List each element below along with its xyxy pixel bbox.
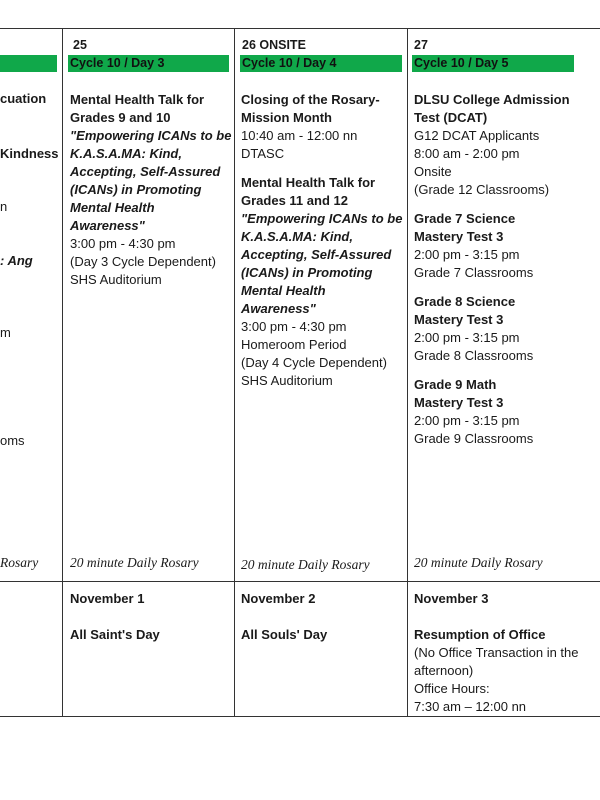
date-label: November 3: [414, 591, 489, 606]
day-cell-nov-1: [70, 590, 232, 644]
event-detail: 2:00 pm - 3:15 pm: [414, 247, 520, 262]
date-label: November 2: [241, 591, 316, 606]
daily-rosary-note: 20 minute Daily Rosary: [241, 557, 370, 572]
event-detail: 8:00 am - 2:00 pm: [414, 146, 520, 161]
event-title: All Saint's Day: [70, 627, 160, 642]
event-subtitle: "Empowering ICANs to be K.A.S.A.MA: Kind, Accepting, Self-Assured (ICANs) in Promoting Mental Health Awareness": [241, 211, 403, 316]
event-detail: Homeroom Period: [241, 337, 347, 352]
event-detail: DTASC: [241, 146, 285, 161]
event-detail: G12 DCAT Applicants: [414, 128, 540, 143]
event-detail: Grade 9 Classrooms: [414, 431, 534, 446]
event-title: Resumption of Office: [414, 627, 546, 642]
event-detail: Grade 8 Classrooms: [414, 348, 534, 363]
event-title: DLSU College Admission Test (DCAT): [414, 92, 570, 125]
event-detail: (No Office Transaction in the afternoon): [414, 645, 579, 678]
event-detail: 3:00 pm - 4:30 pm: [70, 236, 176, 251]
event-detail: 3:00 pm - 4:30 pm: [241, 319, 347, 334]
row-divider: [0, 716, 600, 717]
event-detail: (Day 3 Cycle Dependent): [70, 254, 216, 269]
daily-rosary-note: 20 minute Daily Rosary: [414, 555, 543, 570]
cycle-bar-day3: Cycle 10 / Day 3: [68, 55, 229, 72]
event-detail: (Day 4 Cycle Dependent): [241, 355, 387, 370]
event-title: Grade 9 Math Mastery Test 3: [414, 377, 504, 410]
day-number: 27: [414, 38, 428, 52]
column-divider: [234, 28, 235, 716]
partial-text: Kindness: [0, 146, 59, 161]
event-detail: 2:00 pm - 3:15 pm: [414, 330, 520, 345]
cycle-bar-day4: Cycle 10 / Day 4: [240, 55, 402, 72]
event-g7-science-test: [414, 210, 534, 282]
daily-rosary-note: 20 minute Daily Rosary: [70, 555, 199, 570]
day-cell-26: [241, 36, 403, 401]
date-label: November 1: [70, 591, 145, 606]
event-detail: Office Hours:: [414, 681, 490, 696]
event-g9-math-test: [414, 376, 534, 448]
event-detail: Onsite: [414, 164, 452, 179]
event-title: Mental Health Talk for Grades 9 and 10: [70, 92, 205, 125]
event-closing-rosary-month: [241, 91, 403, 163]
day-cell-nov-3: [414, 590, 594, 716]
day-cell-27: [414, 36, 594, 459]
day-number: 26 ONSITE: [242, 38, 306, 52]
day-cell-25: [70, 36, 232, 300]
event-title: All Souls' Day: [241, 627, 328, 642]
event-mental-health-talk-g11-12: [241, 174, 403, 390]
event-detail: SHS Auditorium: [241, 373, 333, 388]
event-mental-health-talk-g9-10: [70, 91, 232, 289]
cycle-bar-day5: Cycle 10 / Day 5: [412, 55, 574, 72]
cycle-bar-partial: [0, 55, 57, 72]
event-detail: 10:40 am - 12:00 nn: [241, 128, 358, 143]
row-divider: [0, 28, 600, 29]
event-detail: (Grade 12 Classrooms): [414, 182, 550, 197]
event-title: Mental Health Talk for Grades 11 and 12: [241, 175, 376, 208]
event-title: Closing of the Rosary-Mission Month: [241, 92, 380, 125]
event-g8-science-test: [414, 293, 534, 365]
partial-text: n: [0, 199, 8, 214]
event-dcat: [414, 91, 594, 199]
event-subtitle: "Empowering ICANs to be K.A.S.A.MA: Kind, Accepting, Self-Assured (ICANs) in Promoting Mental Health Awareness": [70, 128, 232, 233]
partial-text: m: [0, 325, 11, 340]
event-detail: 7:30 am – 12:00 nn: [414, 699, 527, 714]
event-detail: SHS Auditorium: [70, 272, 162, 287]
partial-text: cuation: [0, 91, 47, 106]
event-title: Grade 7 Science Mastery Test 3: [414, 211, 516, 244]
event-title: Grade 8 Science Mastery Test 3: [414, 294, 516, 327]
day-number: 25: [73, 38, 87, 52]
daily-rosary-note: Rosary: [0, 555, 39, 570]
partial-text: oms: [0, 433, 25, 448]
row-divider: [0, 581, 600, 582]
day-cell-nov-2: [241, 590, 403, 644]
column-divider: [62, 28, 63, 716]
column-divider: [407, 28, 408, 716]
event-detail: 2:00 pm - 3:15 pm: [414, 413, 520, 428]
partial-text: : Ang: [0, 253, 33, 268]
event-detail: Grade 7 Classrooms: [414, 265, 534, 280]
